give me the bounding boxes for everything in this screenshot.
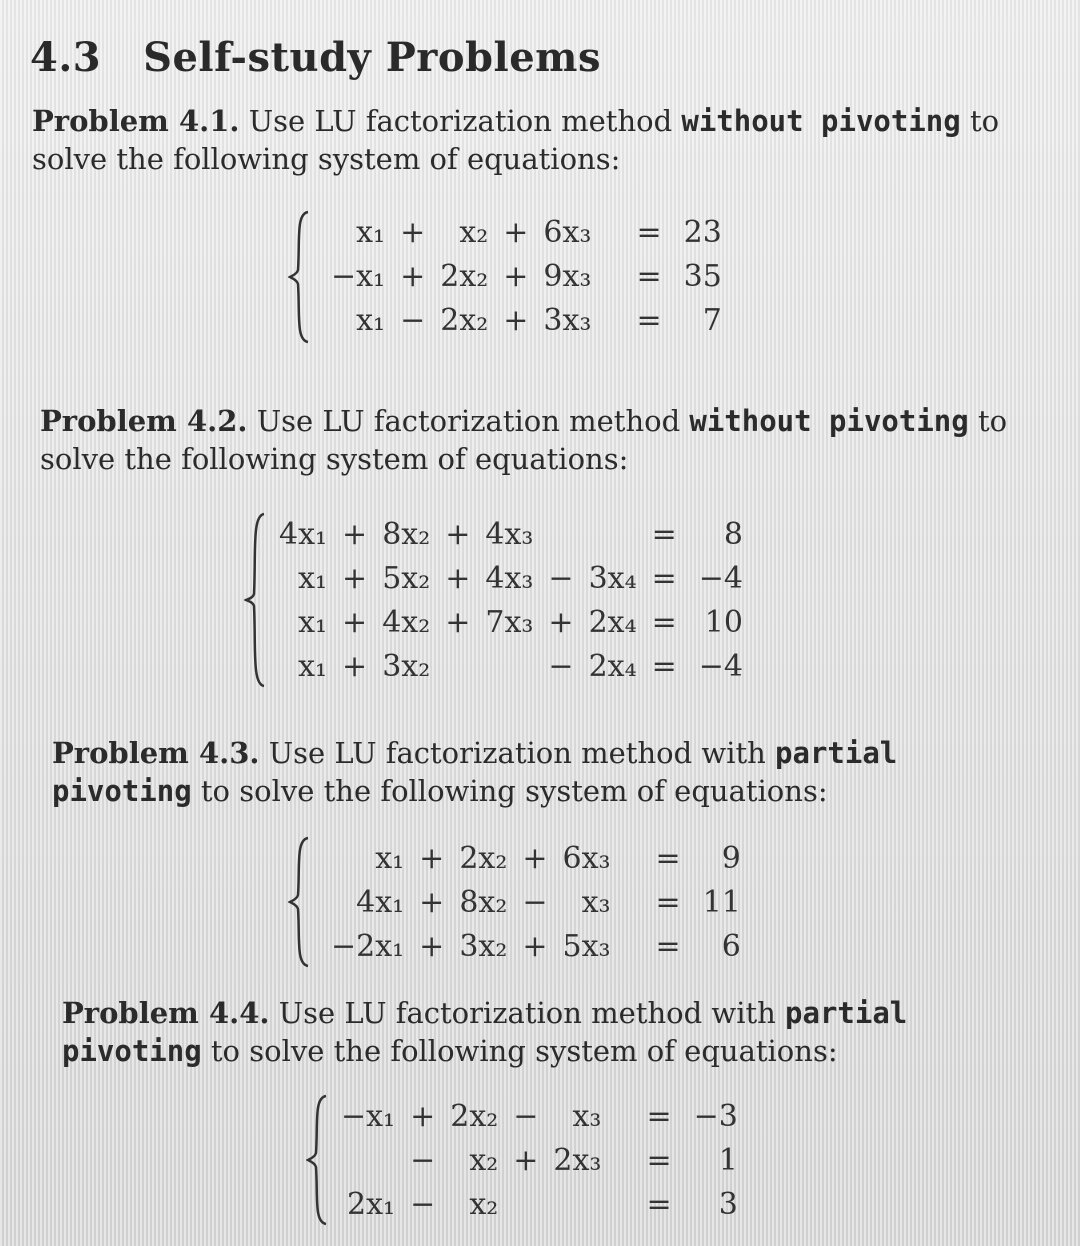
equation-term — [546, 1182, 608, 1226]
equation-term — [634, 924, 648, 968]
equation-operator: = — [646, 1098, 672, 1134]
equation-term: 2x₄ — [588, 648, 637, 684]
equation-row — [324, 210, 729, 254]
equation-operator: + — [342, 560, 368, 596]
equation-row — [324, 880, 748, 924]
equation-operator: = — [636, 302, 662, 338]
equation-operator — [618, 836, 634, 880]
equation-term: −2x₁ — [331, 928, 405, 964]
equation-term: x₁ — [356, 214, 386, 250]
equation-operator: = — [646, 1186, 672, 1222]
equation-operator — [540, 512, 581, 556]
equation-term — [624, 1138, 638, 1182]
equation-operator: = — [636, 214, 662, 250]
equation-term: x₁ — [356, 302, 386, 338]
problem-label: Problem 4.2. — [40, 404, 248, 438]
equations-table — [334, 1094, 745, 1226]
equation-operator: = — [655, 884, 681, 920]
section-heading — [30, 34, 601, 81]
left-brace — [306, 1094, 330, 1226]
equation-term: 6x₃ — [543, 214, 592, 250]
equation-term: 2x₄ — [588, 604, 637, 640]
equation-operator: + — [445, 560, 471, 596]
equation-term: 9x₃ — [543, 258, 592, 294]
equation-operator — [618, 924, 634, 968]
equation-term: 2x₂ — [459, 840, 508, 876]
equation-term — [614, 210, 628, 254]
equation-operator — [608, 1138, 624, 1182]
problem-label: Problem 4.4. — [62, 996, 270, 1030]
equation-term — [334, 1138, 402, 1182]
equation-term — [634, 836, 648, 880]
equation-term — [614, 298, 628, 342]
equation-operator: + — [445, 604, 471, 640]
equation-operator: − — [410, 1142, 436, 1178]
left-brace — [288, 210, 312, 344]
problem-emphasis: partial pivoting — [52, 736, 898, 808]
equation-row — [272, 600, 750, 644]
equation-operator: + — [342, 604, 368, 640]
section-title: Self-study Problems — [143, 34, 602, 81]
equation-system-4-3 — [288, 836, 758, 968]
left-brace — [244, 512, 268, 688]
equation-term: 4x₃ — [485, 560, 534, 596]
equation-operator: + — [513, 1142, 539, 1178]
equation-row — [324, 836, 748, 880]
problem-4-1 — [32, 102, 1022, 178]
section-number: 4.3 — [30, 34, 102, 81]
equation-operator: + — [503, 258, 529, 294]
problem-text-before: Use LU factorization method with — [269, 996, 786, 1030]
equation-operator: = — [646, 1142, 672, 1178]
problem-text-before: Use LU factorization method — [247, 404, 690, 438]
equation-rhs: −4 — [698, 648, 743, 684]
equation-term: 3x₂ — [459, 928, 508, 964]
equation-term: −x₁ — [331, 258, 386, 294]
equation-term: 3x₄ — [588, 560, 637, 596]
equation-row — [334, 1138, 745, 1182]
equation-rhs: 3 — [718, 1186, 738, 1222]
problem-text-after: to solve the following system of equations: — [191, 774, 828, 808]
equation-term: −x₁ — [341, 1098, 396, 1134]
equation-term: 4x₁ — [356, 884, 405, 920]
equation-operator: = — [655, 928, 681, 964]
equation-rhs: 35 — [683, 258, 722, 294]
problem-4-3 — [52, 734, 1012, 810]
equation-row — [334, 1182, 745, 1226]
equation-operator: + — [419, 884, 445, 920]
equation-operator: + — [342, 648, 368, 684]
equation-term: x₁ — [298, 648, 328, 684]
equation-term: 2x₂ — [450, 1098, 499, 1134]
equation-operator — [598, 298, 614, 342]
equation-operator — [505, 1182, 546, 1226]
equation-term: x₃ — [572, 1098, 602, 1134]
equation-operator: = — [651, 516, 677, 552]
equation-term — [624, 1182, 638, 1226]
problem-4-4 — [62, 994, 1022, 1070]
equation-rhs: 6 — [721, 928, 741, 964]
equation-system-4-2 — [244, 512, 804, 688]
equation-term: 2x₃ — [553, 1142, 602, 1178]
equation-operator — [608, 1182, 624, 1226]
equation-rhs: 9 — [721, 840, 741, 876]
equation-row — [324, 924, 748, 968]
equation-operator — [598, 210, 614, 254]
left-brace — [288, 836, 312, 968]
equation-term — [624, 1094, 638, 1138]
equation-system-4-4 — [306, 1094, 738, 1226]
problem-emphasis: without pivoting — [681, 104, 961, 138]
equation-operator: + — [522, 928, 548, 964]
equation-operator: = — [655, 840, 681, 876]
equation-term — [582, 512, 644, 556]
equation-term: x₁ — [298, 604, 328, 640]
equation-operator: − — [400, 302, 426, 338]
equation-operator: + — [503, 302, 529, 338]
problem-label: Problem 4.3. — [52, 736, 260, 770]
problem-text-after: to solve the following system of equations: — [32, 104, 1000, 176]
equation-operator: − — [548, 648, 574, 684]
equation-operator — [618, 880, 634, 924]
equation-term: 2x₂ — [440, 302, 489, 338]
equation-term: x₂ — [469, 1142, 499, 1178]
equation-operator — [437, 644, 478, 688]
equation-operator: + — [419, 840, 445, 876]
equation-row — [334, 1094, 745, 1138]
equation-operator: − — [410, 1186, 436, 1222]
equations-table — [324, 210, 729, 342]
equation-term: 3x₃ — [543, 302, 592, 338]
equation-operator: = — [651, 648, 677, 684]
problem-label: Problem 4.1. — [32, 104, 240, 138]
equation-term: 4x₃ — [485, 516, 534, 552]
equation-rhs: 8 — [723, 516, 743, 552]
equation-term: 7x₃ — [485, 604, 534, 640]
equation-rhs: 7 — [702, 302, 722, 338]
equation-term: x₂ — [459, 214, 489, 250]
equation-operator — [598, 254, 614, 298]
equation-operator: = — [651, 604, 677, 640]
equation-term: 8x₂ — [382, 516, 431, 552]
equation-term: 4x₂ — [382, 604, 431, 640]
equation-term: 5x₂ — [382, 560, 431, 596]
equation-rhs: 1 — [718, 1142, 738, 1178]
equation-operator — [608, 1094, 624, 1138]
problem-text-before: Use LU factorization method with — [259, 736, 776, 770]
equation-operator: + — [445, 516, 471, 552]
equation-operator: + — [400, 258, 426, 294]
equation-row — [272, 512, 750, 556]
problem-emphasis: partial pivoting — [62, 996, 908, 1068]
equations-table — [324, 836, 748, 968]
equation-term: x₂ — [469, 1186, 499, 1222]
equation-term — [478, 644, 540, 688]
equation-row — [272, 644, 750, 688]
equation-operator: + — [503, 214, 529, 250]
equation-system-4-1 — [288, 210, 758, 344]
equation-operator: + — [410, 1098, 436, 1134]
equation-term: 6x₃ — [562, 840, 611, 876]
equation-rhs: −3 — [693, 1098, 738, 1134]
equation-operator: = — [651, 560, 677, 596]
equation-operator: + — [548, 604, 574, 640]
equation-term: 4x₁ — [279, 516, 328, 552]
problem-text-after: to solve the following system of equations: — [201, 1034, 838, 1068]
equation-term — [614, 254, 628, 298]
equation-operator: − — [513, 1098, 539, 1134]
equations-table — [272, 512, 750, 688]
equation-operator: + — [419, 928, 445, 964]
problem-emphasis: without pivoting — [689, 404, 969, 438]
equation-operator: = — [636, 258, 662, 294]
equation-rhs: 11 — [702, 884, 741, 920]
equation-row — [272, 556, 750, 600]
equation-operator: + — [522, 840, 548, 876]
equation-operator: − — [548, 560, 574, 596]
equation-term: 3x₂ — [382, 648, 431, 684]
equation-rhs: 10 — [704, 604, 743, 640]
equation-term: 2x₂ — [440, 258, 489, 294]
equation-term: 8x₂ — [459, 884, 508, 920]
equation-rhs: −4 — [698, 560, 743, 596]
problem-text-before: Use LU factorization method — [239, 104, 682, 138]
problem-text-after: to solve the following system of equations: — [40, 404, 1008, 476]
problem-4-2 — [40, 402, 1020, 478]
equation-term: x₁ — [298, 560, 328, 596]
equation-row — [324, 254, 729, 298]
equation-term: x₁ — [375, 840, 405, 876]
equation-row — [324, 298, 729, 342]
equation-term: 5x₃ — [562, 928, 611, 964]
equation-operator: + — [342, 516, 368, 552]
equation-operator: − — [522, 884, 548, 920]
equation-term: x₃ — [581, 884, 611, 920]
equation-term: 2x₁ — [347, 1186, 396, 1222]
equation-term — [634, 880, 648, 924]
equation-operator: + — [400, 214, 426, 250]
equation-rhs: 23 — [683, 214, 722, 250]
